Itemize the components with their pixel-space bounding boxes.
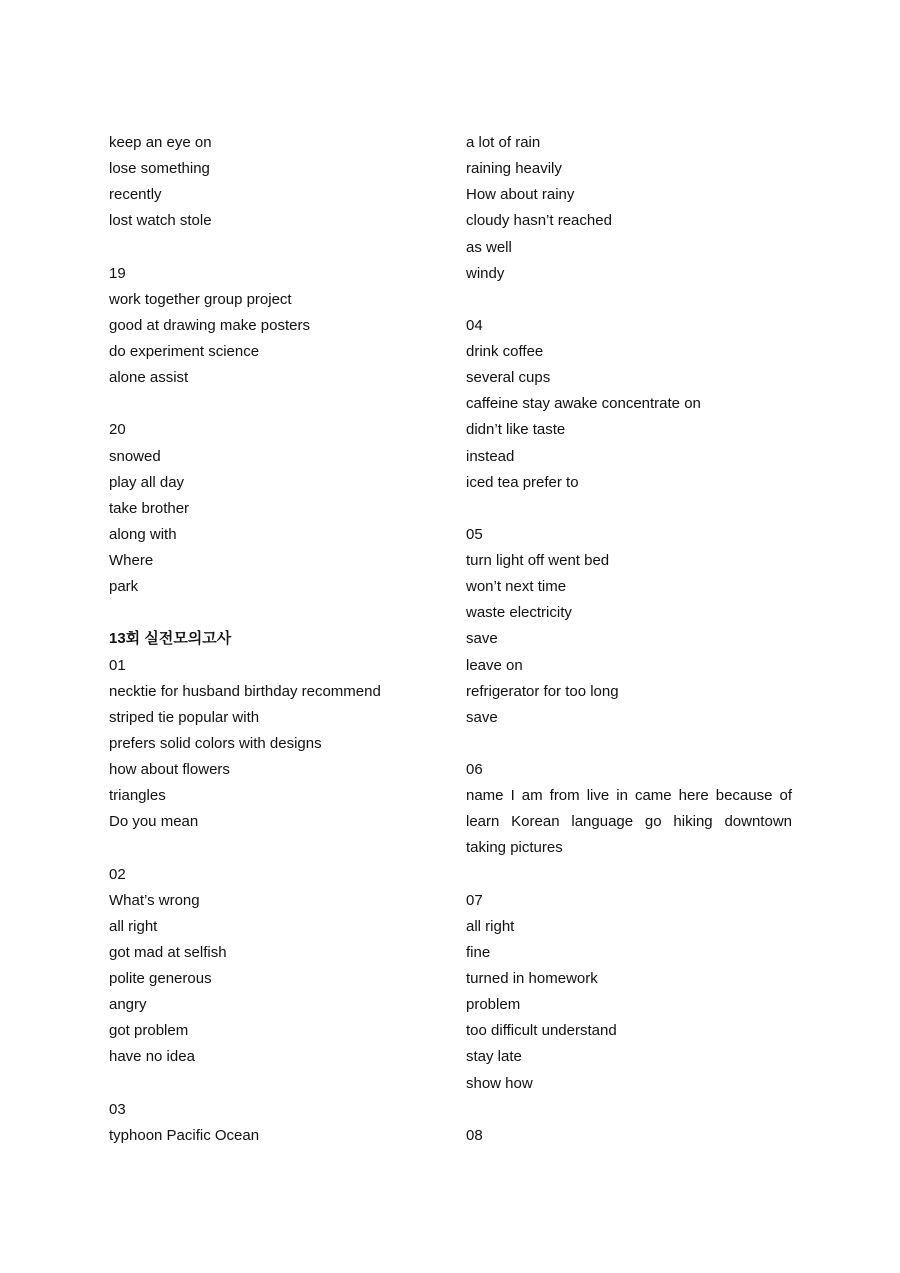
- text-line: a lot of rain: [466, 134, 541, 151]
- text-line: do experiment science: [109, 343, 260, 360]
- text-line: refrigerator for too long: [466, 682, 619, 700]
- text-line: snowed: [109, 447, 161, 465]
- text-line: work together group project: [109, 290, 292, 308]
- text-line: raining heavily: [466, 160, 562, 178]
- question-number: 07: [466, 891, 483, 909]
- text-line: keep an eye on: [109, 134, 212, 151]
- text-line: lose something: [109, 160, 210, 178]
- text-line: alone assist: [109, 369, 189, 387]
- text-line: several cups: [466, 369, 551, 387]
- text-line: recently: [109, 186, 162, 204]
- text-line: leave on: [466, 656, 523, 674]
- left-column: [109, 130, 429, 1149]
- text-line: along with: [109, 525, 177, 543]
- blank-line: [466, 731, 792, 757]
- text-line: all right: [109, 917, 158, 935]
- blank-line: [466, 1097, 792, 1123]
- question-number: 08: [466, 1126, 483, 1144]
- question-number: 01: [109, 656, 126, 674]
- text-line: got mad at selfish: [109, 943, 227, 961]
- text-line: didn’t like taste: [466, 421, 566, 439]
- text-line: caffeine stay awake concentrate on: [466, 395, 701, 413]
- text-line: windy: [466, 264, 505, 282]
- text-line: iced tea prefer to: [466, 473, 579, 491]
- text-line: polite generous: [109, 970, 212, 987]
- text-line: turn light off went bed: [466, 552, 610, 569]
- text-line: stay late: [466, 1048, 522, 1066]
- text-line: lost watch stole: [109, 212, 212, 230]
- text-line: What’s wrong: [109, 891, 200, 909]
- text-line: won’t next time: [466, 578, 567, 596]
- blank-line: [466, 496, 792, 522]
- text-line: show how: [466, 1074, 533, 1092]
- text-line: save: [466, 708, 498, 726]
- text-line: instead: [466, 447, 515, 465]
- text-line: triangles: [109, 787, 166, 805]
- question-number: 05: [466, 525, 483, 543]
- question-number: 04: [466, 316, 483, 334]
- text-line: drink coffee: [466, 343, 544, 360]
- section-heading: 13회 실전모의고사: [109, 630, 232, 648]
- text-line: Do you mean: [109, 813, 199, 831]
- question-number: 06: [466, 761, 483, 778]
- question-number: 02: [109, 865, 126, 883]
- question-number: 20: [109, 421, 126, 439]
- blank-line: [109, 235, 429, 261]
- text-line: striped tie popular with: [109, 708, 260, 726]
- text-line: save: [466, 630, 498, 648]
- blank-line: [109, 835, 429, 861]
- text-line: all right: [466, 917, 515, 935]
- text-line: prefers solid colors with designs: [109, 734, 322, 752]
- blank-line: [466, 287, 792, 313]
- text-line: how about flowers: [109, 761, 230, 778]
- text-line: play all day: [109, 473, 185, 491]
- text-line: fine: [466, 943, 491, 961]
- text-line: How about rainy: [466, 186, 575, 204]
- text-line: as well: [466, 238, 512, 256]
- right-column: [466, 130, 792, 1149]
- text-line: problem: [466, 996, 521, 1014]
- blank-line: [466, 862, 792, 888]
- text-line: waste electricity: [466, 604, 572, 622]
- blank-line: [109, 391, 429, 417]
- text-line: angry: [109, 996, 147, 1014]
- text-line: typhoon Pacific Ocean: [109, 1126, 260, 1144]
- text-line: park: [109, 578, 139, 596]
- question-number: 19: [109, 264, 126, 282]
- text-line: have no idea: [109, 1048, 195, 1066]
- text-line: turned in homework: [466, 970, 598, 987]
- blank-line: [109, 600, 429, 626]
- text-paragraph: name I am from live in came here because of learn Korean language go hiking downtown taking pictures: [466, 787, 792, 857]
- text-line: too difficult understand: [466, 1022, 617, 1040]
- text-line: got problem: [109, 1022, 189, 1040]
- text-line: Where: [109, 552, 154, 569]
- question-number: 03: [109, 1100, 126, 1118]
- text-line: cloudy hasn’t reached: [466, 212, 612, 230]
- text-line: necktie for husband birthday recommend: [109, 682, 381, 700]
- blank-line: [109, 1071, 429, 1097]
- text-line: take brother: [109, 499, 190, 517]
- text-line: good at drawing make posters: [109, 316, 310, 334]
